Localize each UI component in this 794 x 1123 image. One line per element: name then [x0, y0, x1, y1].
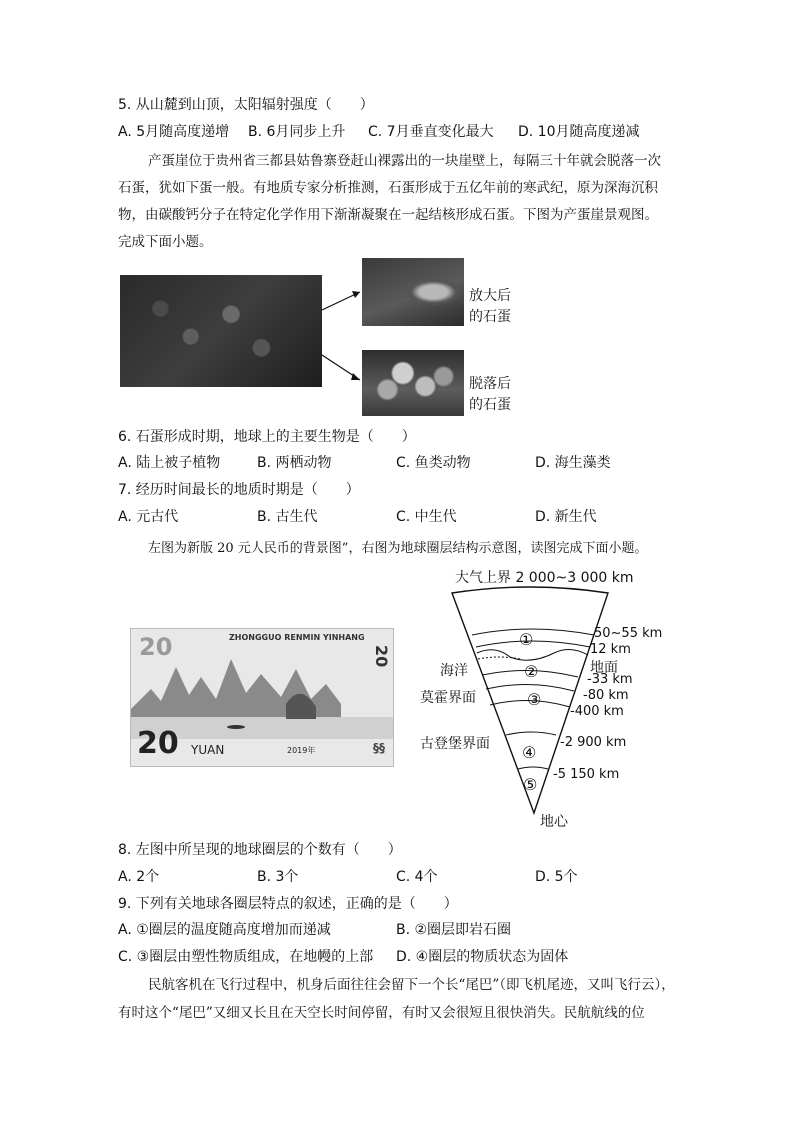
q6-option-b: B. 两栖动物: [257, 455, 332, 471]
circle-5: ⑤: [523, 775, 538, 794]
q5-option-c: C. 7月垂直变化最大: [368, 124, 494, 140]
q8-option-c: C. 4个: [396, 869, 438, 885]
q6-option-c: C. 鱼类动物: [396, 455, 471, 471]
passage2: 左图为新版 20 元人民币的背景图”，右图为地球圈层结构示意图，读图完成下面小题。: [148, 541, 648, 556]
banknote-yuan: YUAN: [191, 743, 225, 757]
passage3-line: 民航客机在飞行过程中，机身后面往往会留下一个长“尾巴”（即飞机尾迹，又叫飞行云），: [148, 977, 675, 993]
q9-option-a: A. ①圈层的温度随高度增加而递减: [118, 922, 331, 938]
diagram-top-label: 大气上界 2 000~3 000 km: [455, 570, 634, 586]
depth-label: -33 km: [587, 672, 633, 687]
depth-label: -5 150 km: [553, 767, 620, 782]
q9-option-c: C. ③圈层由塑性物质组成，在地幔的上部: [118, 949, 374, 965]
q5-option-b: B. 6月同步上升: [248, 124, 346, 140]
banknote-denom-big: 20: [137, 726, 179, 761]
q6-option-d: D. 海生藻类: [535, 455, 611, 471]
q6-option-a: A. 陆上被子植物: [118, 455, 221, 471]
depth-label: 12 km: [590, 642, 631, 657]
gutenberg-label: 古登堡界面: [420, 736, 490, 752]
depth-label: 50~55 km: [594, 626, 663, 641]
arrow-lines: [320, 280, 365, 390]
q8-option-a: A. 2个: [118, 869, 160, 885]
circle-3: ③: [527, 690, 542, 709]
enlarged-egg-label: 放大后 的石蛋: [469, 288, 511, 325]
circle-4: ④: [522, 743, 537, 762]
depth-label: -80 km: [583, 688, 629, 703]
banknote-bank-name: ZHONGGUO RENMIN YINHANG: [229, 633, 365, 642]
earth-center-label: 地心: [540, 814, 568, 830]
q9-option-b: B. ②圈层即岩石圈: [396, 922, 512, 938]
q7-option-c: C. 中生代: [396, 509, 457, 525]
q5-stem: 5. 从山麓到山顶，太阳辐射强度（ ）: [118, 97, 374, 113]
q7-option-b: B. 古生代: [257, 509, 318, 525]
passage1-line: 物，由碳酸钙分子在特定化学作用下渐渐凝聚在一起结核形成石蛋。下图为产蛋崖景观图。: [118, 207, 658, 223]
circle-1: ①: [519, 630, 534, 649]
passage1-line: 完成下面小题。: [118, 234, 213, 250]
q9-stem: 9. 下列有关地球各圈层特点的叙述，正确的是（ ）: [118, 896, 458, 912]
passage1-line: 产蛋崖位于贵州省三都县姑鲁寨登赶山裸露出的一块崖壁上，每隔三十年就会脱落一次: [148, 153, 661, 169]
q5-option-d: D. 10月随高度递减: [518, 124, 640, 140]
ocean-label: 海洋: [440, 663, 468, 679]
banknote: [130, 628, 394, 767]
passage3-line: 有时这个“尾巴”又细又长且在天空长时间停留，有时又会很短且很快消失。民航航线的位: [118, 1005, 645, 1021]
q5-option-a: A. 5月随高度递增: [118, 124, 230, 140]
q7-stem: 7. 经历时间最长的地质时期是（ ）: [118, 482, 360, 498]
banknote-mark-icon: §§: [373, 741, 385, 755]
q7-option-a: A. 元古代: [118, 509, 179, 525]
banknote-denom-side: 20: [372, 645, 391, 668]
q9-option-d: D. ④圈层的物质状态为固体: [396, 949, 569, 965]
passage1-line: 石蛋，犹如下蛋一般。有地质专家分析推测，石蛋形成于五亿年前的寒武纪，原为深海沉积: [118, 180, 658, 196]
ground-label: 地面: [590, 660, 618, 676]
circle-2: ②: [524, 662, 539, 681]
cliff-photo: [120, 275, 322, 387]
banknote-year: 2019年: [287, 746, 316, 755]
depth-label: -400 km: [570, 704, 624, 719]
q6-stem: 6. 石蛋形成时期，地球上的主要生物是（ ）: [118, 429, 416, 445]
banknote-denom-small: 20: [139, 633, 173, 661]
q8-stem: 8. 左图中所呈现的地球圈层的个数有（ ）: [118, 842, 402, 858]
q8-option-d: D. 5个: [535, 869, 578, 885]
moho-label: 莫霍界面: [420, 690, 476, 706]
fallen-egg-photo: [362, 350, 464, 416]
q7-option-d: D. 新生代: [535, 509, 597, 525]
depth-label: -2 900 km: [560, 735, 627, 750]
fallen-egg-label: 脱落后 的石蛋: [469, 376, 511, 413]
enlarged-egg-photo: [362, 258, 464, 326]
q8-option-b: B. 3个: [257, 869, 299, 885]
